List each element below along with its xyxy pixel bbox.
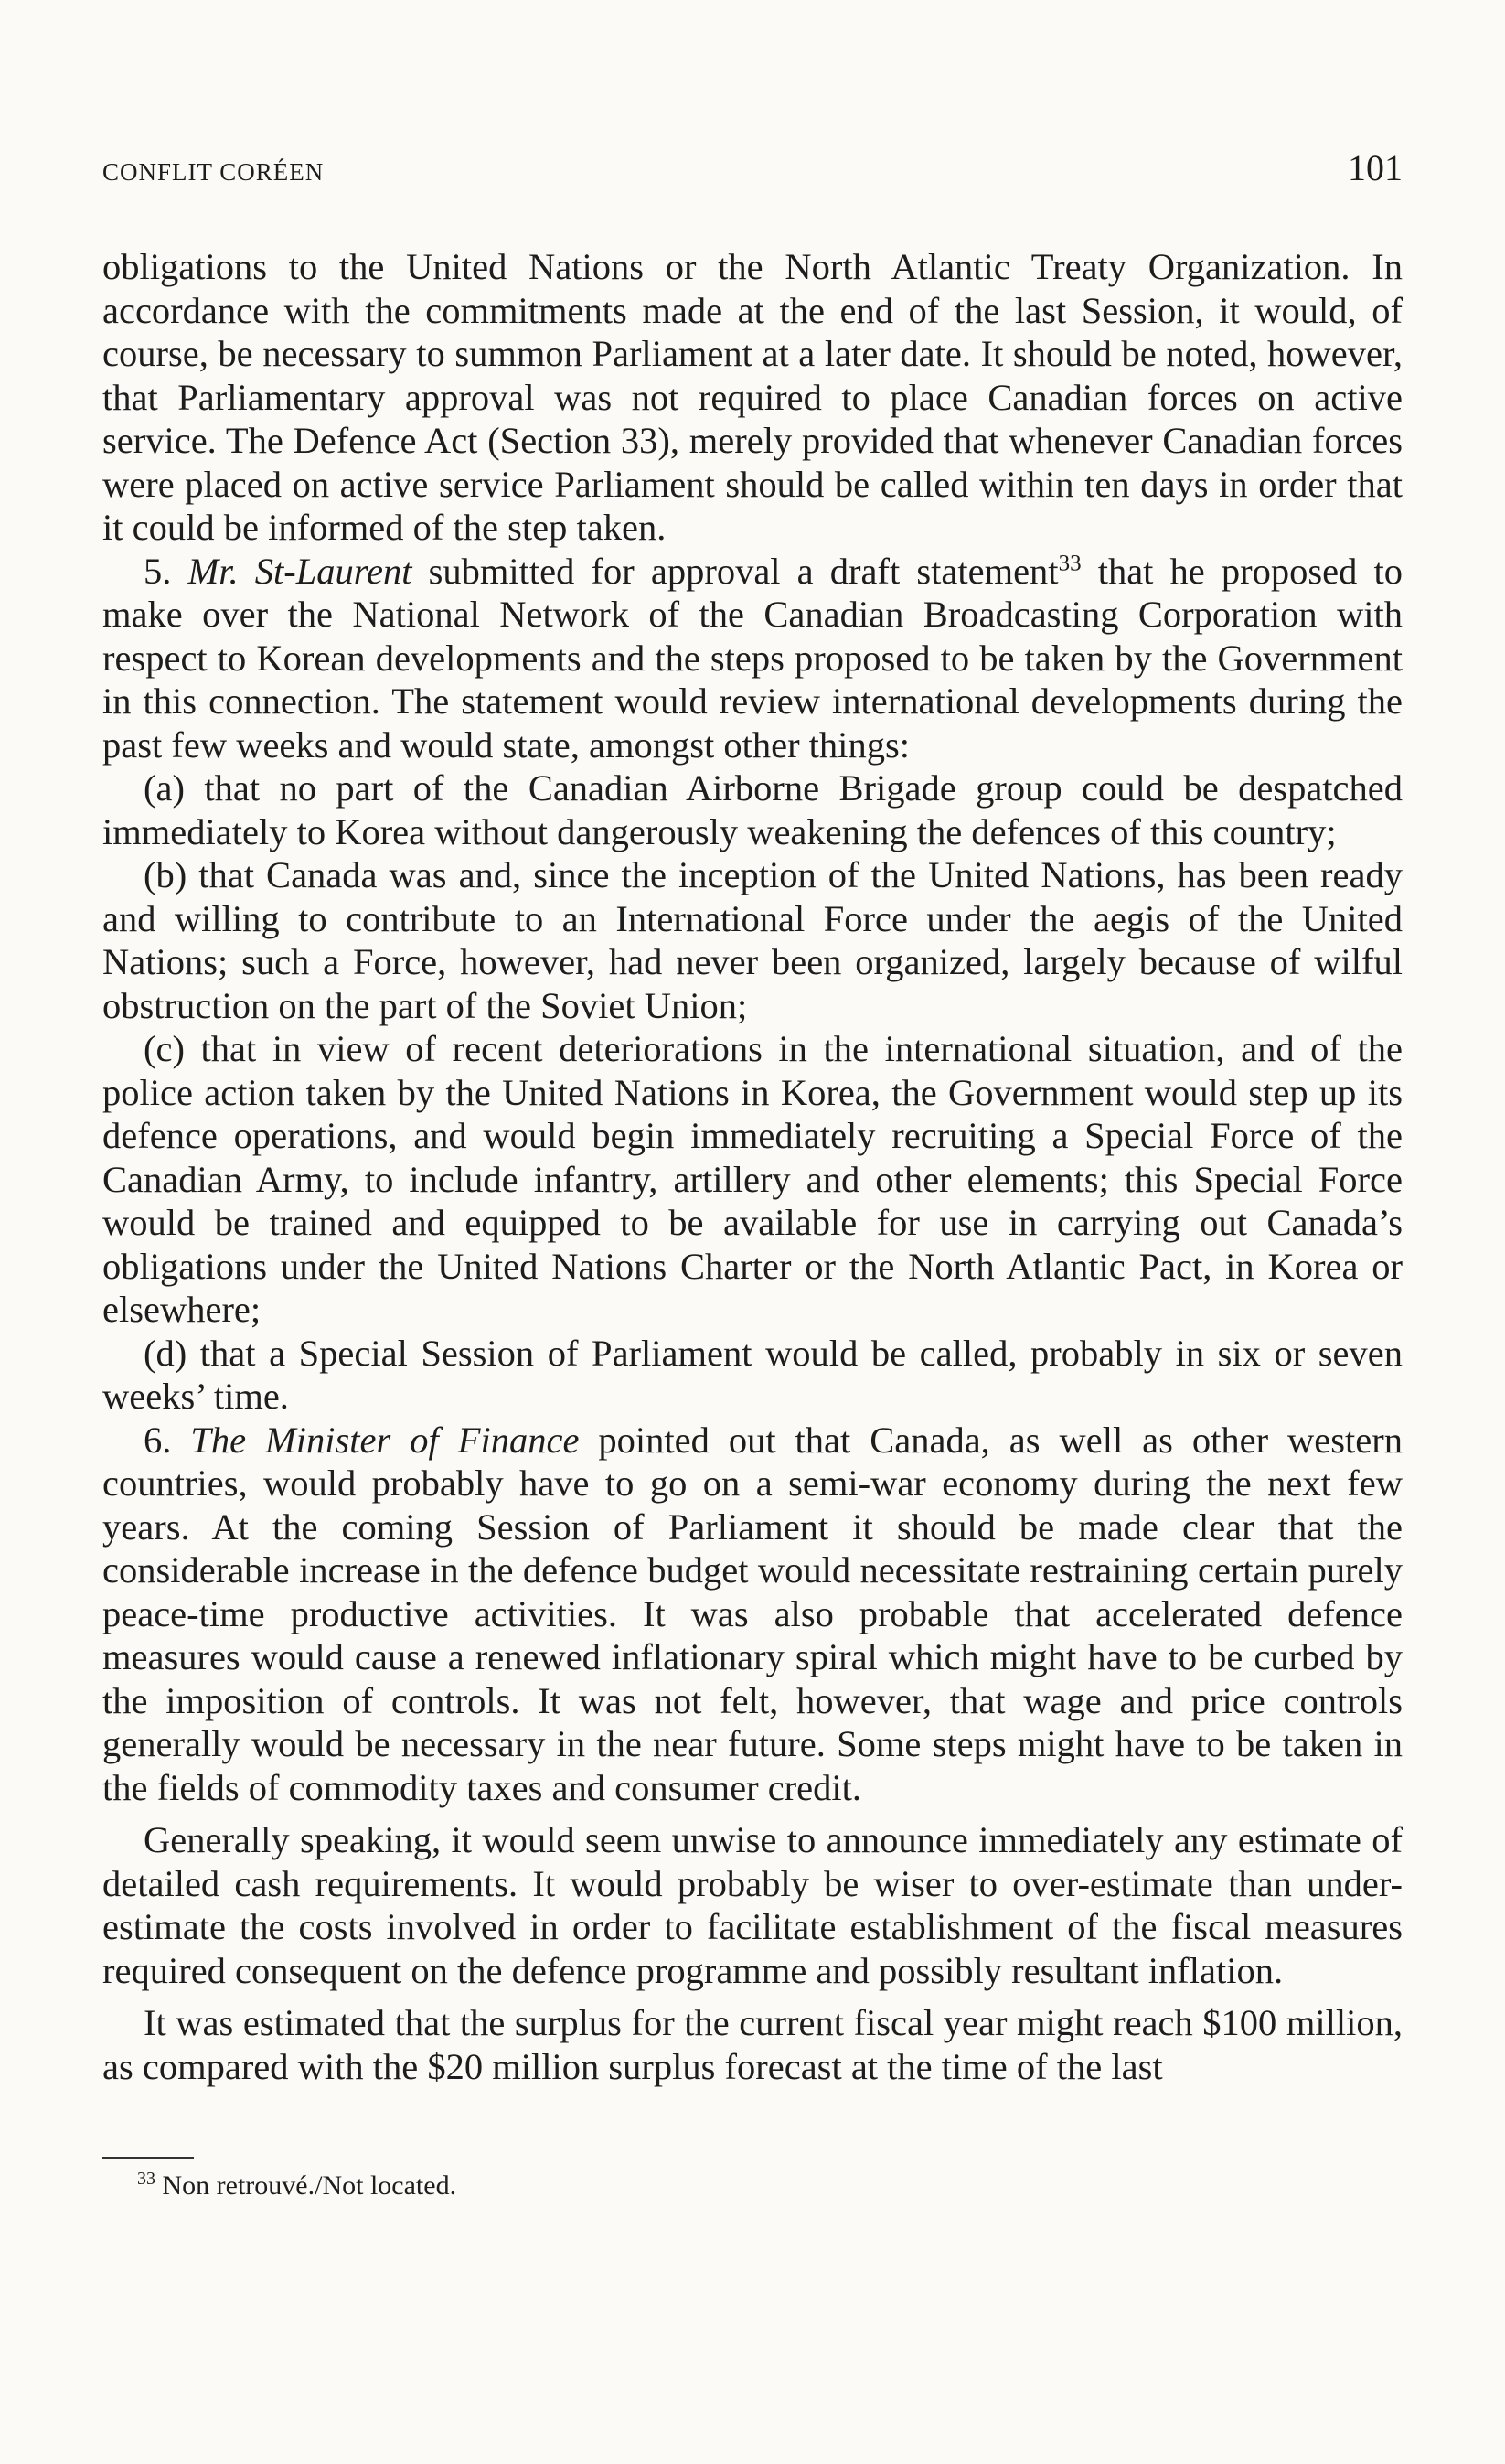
paragraph-surplus: It was estimated that the surplus for the current fiscal year might reach $100 million, as compared with the $20 million surplus forecast at the time of the last	[102, 2002, 1403, 2087]
paragraph-continuation: obligations to the United Nations or the North Atlantic Treaty Organization. In accordance with the commitments made at the end of the last Session, it would, of course, be necessary to summon Parliament at a later date. It should be noted, however, that Parliamentary approval was not required to place Canadian forces on active service. The Defence Act (Section 33), merely provided that whenever Canadian forces were placed on active service Parliament should be called within ten days in order that it could be informed of the step taken.	[102, 246, 1403, 548]
list-item-d: (d) that a Special Session of Parliament would be called, probably in six or seven weeks’ time.	[102, 1332, 1403, 1417]
footnote-divider	[102, 2157, 194, 2159]
paragraph-text: that he proposed to make over the National Network of the Canadian Broadcasting Corporation with respect to Korean developments and the steps proposed to be taken by the Government in this connection. The statement would review international developments during the past few weeks and would state, amongst other things:	[102, 550, 1403, 766]
speaker-name: The Minister of Finance	[190, 1419, 580, 1461]
paragraph-5	[102, 550, 1403, 767]
page-header	[102, 146, 1403, 189]
list-item-a: (a) that no part of the Canadian Airborne Brigade group could be despatched immediately to Korea without dangerously weakening the defences of this country;	[102, 767, 1403, 852]
footnote	[137, 2169, 456, 2202]
paragraph-text: submitted for approval a draft statement	[411, 550, 1059, 592]
page-number: 101	[1348, 147, 1403, 188]
paragraph-6	[102, 1419, 1403, 1810]
running-head: CONFLIT CORÉEN	[102, 158, 325, 186]
speaker-name: Mr. St-Laurent	[187, 550, 412, 592]
paragraph-text: pointed out that Canada, as well as other western countries, would probably have to go on a semi-war economy during the next few years. At the coming Session of Parliament it should be made clear that the considerable increase in the defence budget would necessitate restraining certain purely peace-time productive activities. It was also probable that accelerated defence measures would cause a renewed inflationary spiral which might have to be curbed by the imposition of controls. It was not felt, however, that wage and price controls generally would be necessary in the near future. Some steps might have to be taken in the fields of commodity taxes and consumer credit.	[102, 1419, 1403, 1808]
footnote-marker: 33	[137, 2169, 155, 2189]
list-item-b: (b) that Canada was and, since the inception of the United Nations, has been ready and willing to contribute to an International Force under the aegis of the United Nations; such a Force, however, had never been organized, largely because of wilful obstruction on the part of the Soviet Union;	[102, 854, 1403, 1026]
paragraph-number: 5.	[144, 550, 188, 592]
paragraph-number: 6.	[144, 1419, 191, 1461]
footnote-text: Non retrouvé./Not located.	[155, 2170, 457, 2201]
paragraph-generally: Generally speaking, it would seem unwise to announce immediately any estimate of detailed cash requirements. It would probably be wiser to over-estimate than under-estimate the costs involved in order to facilitate establishment of the fiscal measures required consequent on the defence programme and possibly resultant inflation.	[102, 1819, 1403, 1991]
footnote-reference: 33	[1058, 551, 1082, 575]
body-text	[102, 245, 1403, 2088]
list-item-c: (c) that in view of recent deteriorations in the international situation, and of the police action taken by the United Nations in Korea, the Government would step up its defence operations, and would begin immediately recruiting a Special Force of the Canadian Army, to include infantry, artillery and other elements; this Special Force would be trained and equipped to be available for use in carrying out Canada’s obligations under the United Nations Charter or the North Atlantic Pact, in Korea or elsewhere;	[102, 1028, 1403, 1330]
